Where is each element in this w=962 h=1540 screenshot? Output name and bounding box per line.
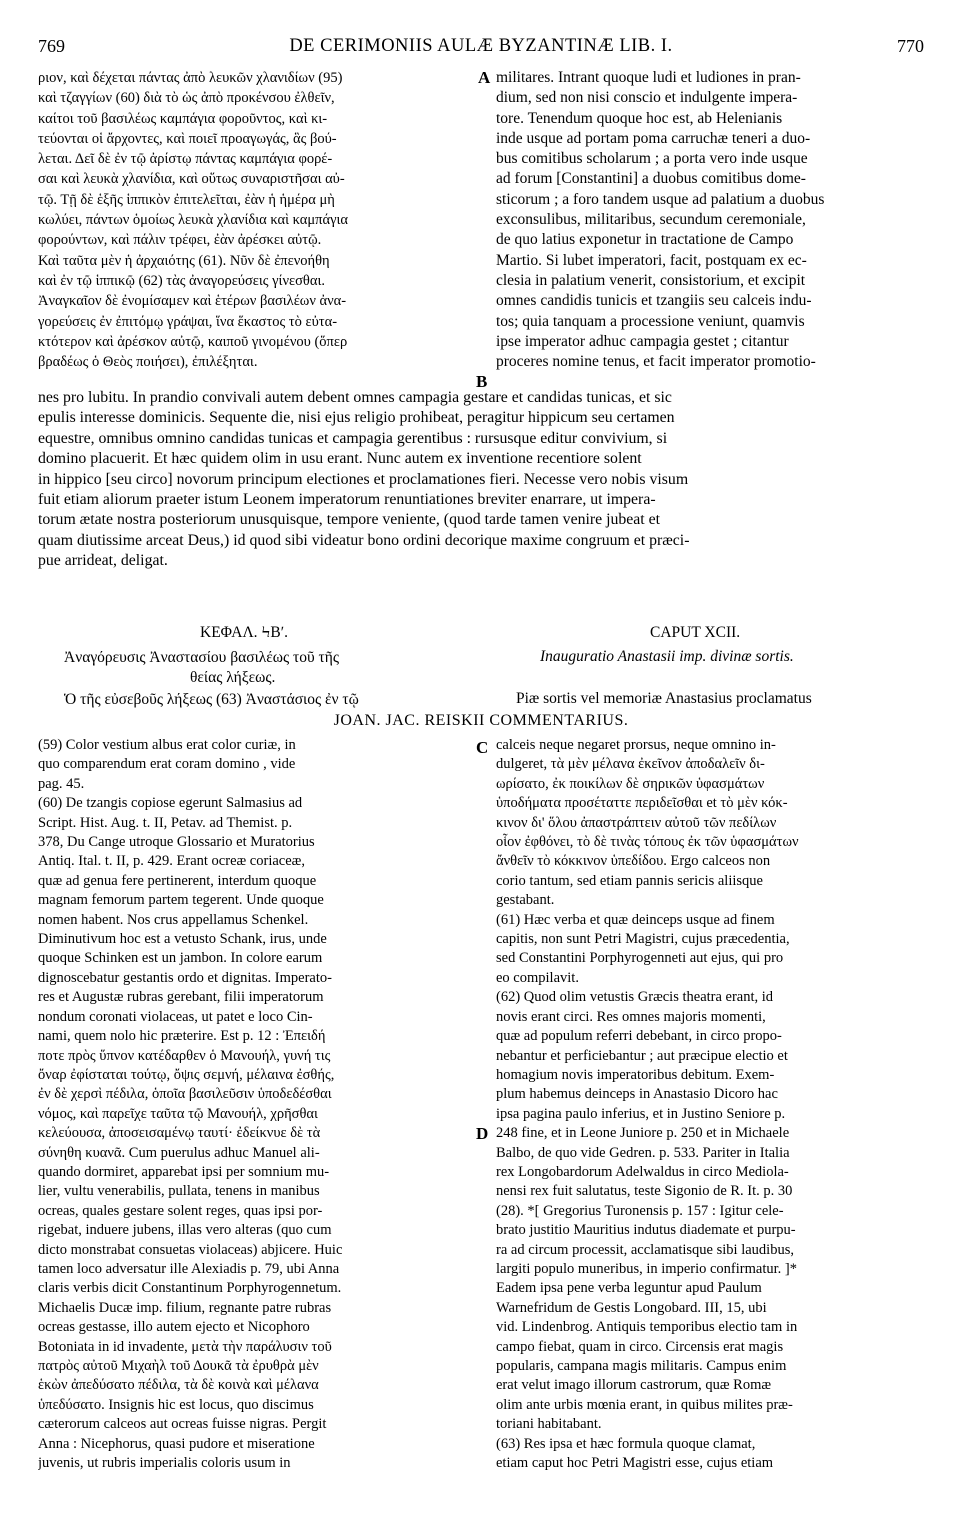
footnote-line: brato justitio Mauritius indutus diademate et purpu- [496,1222,796,1239]
footnote-line: (62) Quod olim vetustis Græcis theatra erant, id [496,989,774,1006]
footnote-line: nensi rex fuit salutatus, teste Sigonio de R. It. p. 30 [496,1183,793,1200]
margin-letter-d: D [476,1124,489,1143]
footnote-line: eo compilavit. [496,969,579,986]
greek-text-line: κωλύει, πάντων ὁμοίως λευκὰ χλανίδια καὶ καμπάγια [38,212,349,229]
latin-text-line: ipse imperator adhuc campagia gestet ; citantur [496,332,789,350]
footnote-line: νόμος, καὶ παρεῖχε ταῦτα τῷ Μανουήλ, χρῆσθαι [38,1105,318,1122]
footnote-line: nomen habent. Nos crus appellamus Schenkel. [38,911,309,928]
footnote-line: ocreas, quales gestare solent reges, quas ipsi por- [38,1202,323,1219]
footnote-line: magnam femorum partem tegerent. Unde quoque [38,892,324,909]
page-header [38,36,924,60]
greek-text-line: τεύονται οἱ ἄρχοντες, καὶ ποιεῖ προαγωγάς, ἃς βού- [38,130,337,147]
chapter-head-greek: ΚΕΦΑΛ. ϞΒʹ. [200,624,288,641]
footnote-line: Anna : Nicephorus, quasi pudore et miseratione [38,1435,315,1452]
margin-letter-c: C [476,738,489,757]
greek-text-column [38,68,472,378]
greek-text-line: καὶ ἐν τῷ ἱππικῷ (62) τὰς ἀναγορεύσεις γίνεσθαι. [38,272,325,289]
footnote-line: Botoniata in id invadente, μετὰ τὴν παράλυσιν τοῦ [38,1338,332,1355]
footnote-line: erat velut imago illorum castrorum, quæ Romæ [496,1377,772,1394]
footnote-line: campo fiebat, quam in circo. Circensis erat magis [496,1338,784,1355]
footnote-line: nebantur et perficiebantur ; aut præcipue electio et [496,1047,788,1064]
footnote-line: largiti populo muneribus, in imperio confirmatur. ]* [496,1260,797,1277]
footnote-line: quæ ad genua fere pertinerent, interdum quoque [38,872,317,889]
footnote-line: Eadem ipsa pene verba leguntur apud Paulum [496,1280,762,1297]
footnote-line: claris verbis dicit Constantinum Porphyrogennetum. [38,1280,342,1297]
footnote-line: 248 fine, et in Leone Juniore p. 250 et in Michaele [496,1125,790,1142]
footnote-line: ὑποδήματα προσέταττε περιδεῖσθαι et τὸ μὲν κόκ- [496,795,788,812]
footnote-line: gestabant. [496,892,555,909]
footnote-line: Antiq. Ital. t. II, p. 429. Erant ocreæ coriaceæ, [38,853,305,870]
latin-text-line: exconsulibus, militaribus, secundum ceremoniale, [496,211,806,229]
footnote-line: ἄνθεῖν τὸ κόκκινον ὑπεδίδου. Ergo calceos non [496,853,771,870]
footnote-line: ὑπεδύσατο. Insignis hic est locus, quo discimus [38,1396,314,1413]
footnotes-right-column [496,736,930,1516]
footnote-line: tamen loco adversatur ille Alexiadis p. 79, ubi Anna [38,1260,340,1277]
latin-text-line: omnes candidis tunicis et tzangiis seu calceis indu- [496,292,812,310]
footnote-line: (61) Hæc verba et quæ deinceps usque ad finem [496,911,775,928]
footnote-line: lier, vultu venerabilis, pullata, tenens in manibus [38,1183,320,1200]
footnote-line: popularis, campana magis militaris. Campus enim [496,1358,787,1374]
chapter-title-greek-1: Ἀναγόρευσις Ἀναστασίου βασιλέως τοῦ τῆς [64,649,340,666]
latin-full-line: domino placuerit. Et hæc quidem olim in usu erant. Nunc autem ex inventione recentiore solent [38,450,642,468]
greek-text-line: γορεύσεις ἐν ἐπιτόμῳ γράψαι, ἵνα ἕκαστος τὸ εὐτα- [38,313,338,330]
footnote-line: ἑκὼν ἀπεδύσατο πέδιλα, τὰ δὲ κοινὰ καὶ μέλανα [38,1377,319,1394]
footnotes-left-column [38,736,472,1516]
footnote-line: ocreas gestasse, illo autem ejecto et Nicophoro [38,1319,310,1336]
footnote-line: pag. 45. [38,775,85,792]
greek-text-line: κτότερον καὶ ἀρέσκον αὐτῷ, καιποῦ γινομένου (ὅπερ [38,333,348,350]
latin-text-line: proceres nomine tenus, et facit imperator promotio- [496,353,816,371]
greek-text-line: σαι καὶ λευκὰ χλανίδια, καὶ οὕτως συναριστῆσαι αὐ- [38,171,345,188]
latin-full-line: quam diutissime arceat Deus,) id quod sibi videatur bono ordini decorique maxime congruum et præci- [38,531,690,549]
latin-text-line: de quo latius exponetur in tractatione de Campo [496,231,794,249]
footnote-line: dignoscebatur gestantis ordo et dignitas. Imperato- [38,969,332,986]
latin-text-column [496,68,930,378]
footnote-line: οἷον ἐφθόνει, τὸ δὲ τινὰς τόπους ἐκ τῶν ὑφασμάτων [496,834,799,851]
footnote-line: nondum coronati violaceas, ut patet e loco Cin- [38,1008,313,1025]
footnote-line: Script. Hist. Aug. t. II, Petav. ad Themist. p. [38,814,293,831]
footnote-line: calceis neque negaret prorsus, neque omnino in- [496,737,776,753]
chapter-first-line-greek: Ὁ τῆς εὐσεβοῦς λήξεως (63) Ἀναστάσιος ἐν τῷ [64,691,359,708]
latin-text-line: Martio. Si lubet imperatori, facit, postquam ex ec- [496,251,807,269]
footnote-line: Warnefridum de Gestis Longobard. III, 15, ubi [496,1299,767,1316]
footnote-line: κελεύουσα, ἀποσεισαμένῳ ταυτί· ἐδείκνυε δὲ τὰ [38,1125,321,1142]
footnote-line: quæ ad populum referri debebant, in circo propo- [496,1028,782,1045]
footnote-line: sed Constantini Porphyrogenneti aut ejus, qui pro [496,950,784,967]
greek-text-line: καίτοι τοῦ βασιλέως καμπάγια φοροῦντος, καὶ κι- [38,110,328,127]
footnote-line: (60) De tzangis copiose egerunt Salmasius ad [38,795,303,812]
footnote-line: rex Longobardorum Adelwaldus in circo Mediola- [496,1163,789,1180]
footnote-line: ὄναρ ἐφίσταται τούτῳ, ὄψις σεμνή, μέλαινα ἐσθής, [38,1066,335,1083]
latin-text-line: sticorum ; a foro tandem usque ad palatium a duobus [496,190,825,208]
greek-text-line: Ἀναγκαῖον δὲ ἐνομίσαμεν καὶ ἑτέρων βασιλέων ἀνα- [38,293,347,310]
footnote-line: cæterorum calceos aut ocreas fuisse nigras. Pergit [38,1416,327,1433]
latin-text-line: dium, sed non nisi conscio et indulgente impera- [496,89,798,107]
footnote-line: olim ante urbis mœnia erant, in quibus milites præ- [496,1396,793,1413]
footnote-line: toriani habitabant. [496,1416,602,1433]
greek-text-line: Καὶ ταῦτα μὲν ἡ ἀρχαιότης (61). Νῦν δὲ ἐπενοήθη [38,252,330,269]
footnote-line: dicto monstrabat consuetas violaceas) abjicere. Huic [38,1241,343,1258]
chapter-first-line-latin: Piæ sortis vel memoriæ Anastasius proclamatus [516,690,812,707]
commentary-title: JOAN. JAC. REISKII COMMENTARIUS. [333,712,629,729]
greek-text-line: τῷ. Τῇ δὲ ἑξῆς ἱππικὸν ἐπιτελεῖται, ἐὰν ἡ ἡμέρα μὴ [38,191,335,208]
latin-text-line: tore. Tenendum quoque hoc est, ab Helenianis [496,109,783,127]
chapter-title-greek-2: θείας λήξεως. [190,669,276,686]
page-number-right: 770 [897,36,924,56]
greek-text-line: καὶ τζαγγίων (60) διὰ τὸ ὡς ἀπὸ προκένσου ἐλθεῖν, [38,90,335,107]
chapter-title-latin-text: Inauguratio Anastasii imp. divinæ sortis. [540,648,794,665]
page-number-left: 769 [38,36,65,56]
footnote-line: dulgeret, τὰ μὲν μέλανα ἐκεῖνον ἀποδαλεῖν δι- [496,756,765,773]
latin-full-line: torum ætate nostra posteriorum unusquisque, tempore veniente, (quod tarde tamen venire jubeat et [38,511,661,529]
margin-letter-b: B [476,372,488,391]
footnote-line: (28). *[ Gregorius Turonensis p. 157 : Igitur cele- [496,1202,784,1219]
footnote-line: ἐν δὲ χερσὶ πέδιλα, ὁποῖα βασιλεῦσιν ὑποδεδέσθαι [38,1086,332,1103]
latin-full-line: epulis interesse dominicis. Sequente die, nisi ejus religio prohibeat, peragitur hippicum seu certamen [38,409,675,427]
footnote-line: plum habemus deinceps in Anastasio Dicoro hac [496,1086,778,1103]
footnote-line: homagium novis imperatoribus debitum. Exem- [496,1066,775,1083]
footnote-line: (63) Res ipsa et hæc formula quoque clamat, [496,1435,756,1452]
footnote-line: ωρίσατο, ἐκ ποικίλων δὲ σηρικῶν ὑφασμάτων [496,775,765,792]
latin-text-line: inde usque ad portam poma carruchæ teneri a duo- [496,129,811,147]
footnote-line: ipsa pagina paulo inferius, et in Justino Seniore p. [496,1105,786,1122]
greek-text-line: λεται. Δεῖ δὲ ἐν τῷ ἀρίστῳ πάντας καμπάγια φορέ- [38,151,333,168]
latin-full-line: in hippico [seu circo] novorum principum electiones et proclamationes fieri. Necesse vero nobis visum [38,470,689,488]
latin-text-line: clesia in palatium venerit, consistorium, et excipit [496,271,806,289]
footnote-line: etiam caput hoc Petri Magistri esse, cujus etiam [496,1455,774,1472]
footnote-line: corio tantum, sed etiam pannis sericis aliisque [496,872,763,889]
footnote-line: Michaelis Ducæ imp. filium, regnante patre rubras [38,1299,332,1316]
footnote-line: κινον δι' ὅλου ἀπαστράπτειν αὐτοῦ τῶν πεδίλων [496,814,777,831]
footnote-line: quo comparendum erat coram domino , vide [38,756,296,773]
chapter-head-latin: CAPUT XCII. [650,624,741,641]
footnote-line: πατρὸς αὐτοῦ Μιχαὴλ τοῦ Δουκᾶ τὰ ἐρυθρὰ μὲν [38,1358,319,1374]
footnote-line: σύνηθη κυανᾶ. Cum puerulus adhuc Manuel ali- [38,1144,320,1161]
footnote-line: quando dormiret, apparebat ipsi per somnium mu- [38,1163,330,1180]
greek-text-line: βραδέως ὁ Θεὸς ποιήσει), ἐπιλέξηται. [38,354,258,371]
latin-full-line: pue arrideat, deligat. [38,552,168,570]
footnote-line: res et Augustæ rubras gerebant, filii imperatorum [38,989,324,1006]
footnote-line: novis erant circi. Res omnes majoris momenti, [496,1008,766,1025]
latin-full-line: nes pro lubitu. In prandio convivali autem debent omnes campagia gestare et candidas tunicas, et sic [38,389,672,406]
footnote-line: capitis, non sunt Petri Magistri, cujus præcedentia, [496,931,790,948]
footnote-line: (59) Color vestium albus erat color curiæ, in [38,737,296,753]
footnote-line: ra ad circum processit, acclamatisque sibi laudibus, [496,1241,794,1258]
latin-full-line: equestre, omnibus omnino candidas tunicas et campagia gerentibus : rursusque editur convivium, si [38,429,668,447]
footnote-line: rigebat, induere jubens, illas vero alteras (quo cum [38,1222,332,1239]
footnote-line: juvenis, ut rubris imperialis coloris usum in [38,1455,291,1472]
running-title: DE CERIMONIIS AULÆ BYZANTINÆ LIB. I. [289,36,673,56]
latin-text-line: bus comitibus scholarum ; a porta vero inde usque [496,150,808,168]
latin-text-line: militares. Intrant quoque ludi et ludiones in pran- [496,69,801,86]
footnote-line: 378, Du Cange utroque Glossario et Muratorius [38,834,315,851]
greek-text-line: φορούντων, καὶ πάλιν τρέφει, ἐὰν ἀρέσκει αὐτῷ. [38,232,322,249]
footnote-line: Balbo, de quo vide Gedren. p. 533. Pariter in Italia [496,1144,790,1161]
latin-full-line: fuit etiam aliorum praeter istum Leonem imperatorum renuntiationes breviter enarrare, ut impera- [38,491,656,509]
footnote-line: ποτε πρὸς ὕπνον κατέδαρθεν ὁ Μανουήλ, γυνή τις [38,1047,331,1064]
latin-text-line: tos; quia tanquam a processione veniunt, quamvis [496,312,805,330]
footnote-line: nami, quem nolo hic præterire. Est p. 12 : Ἐπειδή [38,1028,326,1045]
footnote-line: Diminutivum hoc est a vetusto Schank, irus, unde [38,931,327,948]
chapter-title-latin [540,648,794,666]
latin-text-line: ad forum [Constantini] a duobus comitibus dome- [496,170,806,188]
footnote-line: quoque Schinken est un jambon. In colore earum [38,950,323,967]
latin-full-width-text [38,388,928,574]
footnote-line: vid. Lindenbrog. Antiquis temporibus electio tam in [496,1319,798,1336]
margin-letter-a: A [478,68,491,87]
greek-text-line: ριον, καὶ δέχεται πάντας ἀπὸ λευκῶν χλανιδίων (95) [38,70,343,86]
